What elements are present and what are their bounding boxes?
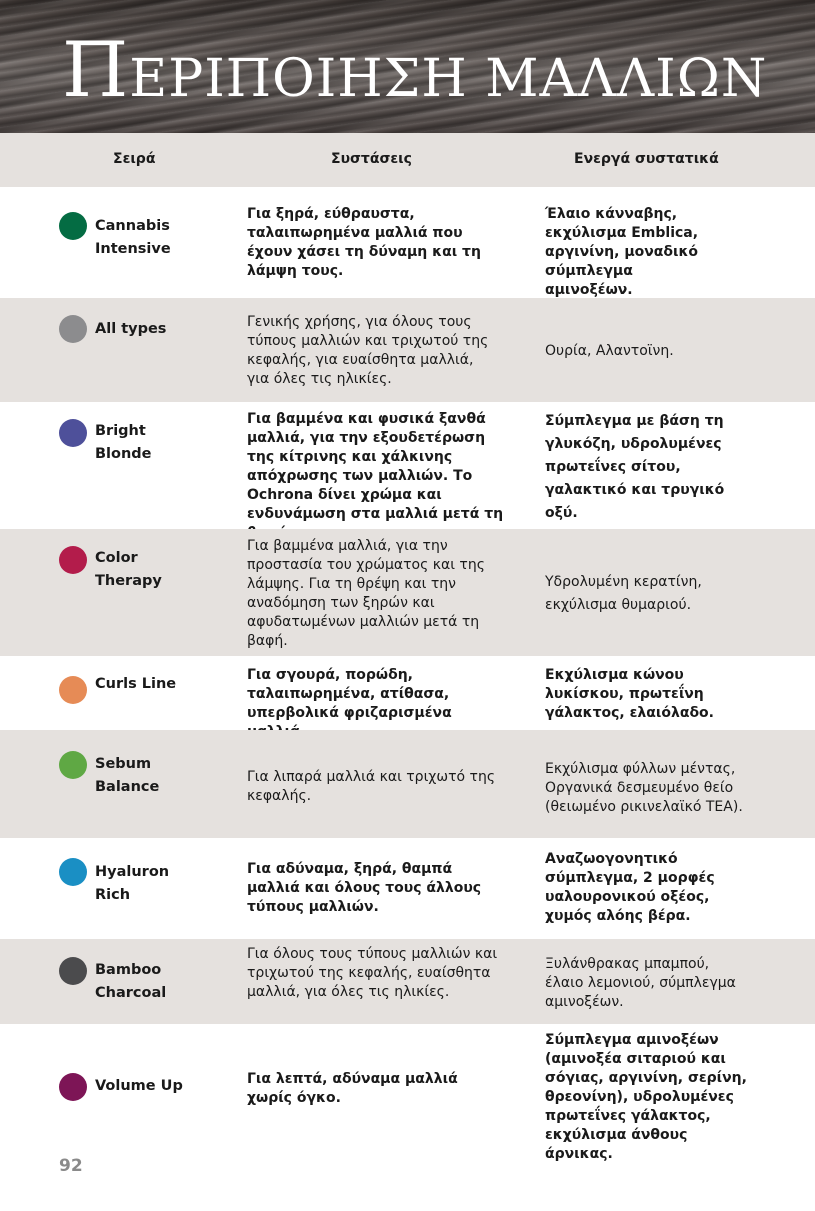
title-rest: ΕΡΙΠΟΙΗΣΗ ΜΑΛΛΙΩΝ <box>129 49 768 109</box>
ingredients-text: Αναζωογονητικό σύμπλεγμα, 2 μορφές υαλουρονικού οξέος, χυμός αλόης βέρα. <box>545 851 715 924</box>
recommendation-text: Για λιπαρά μαλλιά και τριχωτό της κεφαλής. <box>247 769 496 804</box>
table-row <box>0 298 815 402</box>
recommendation-text: Για λεπτά, αδύναμα μαλλιά χωρίς όγκο. <box>247 1071 458 1106</box>
table-row <box>0 838 815 939</box>
series-name: Sebum Balance <box>95 756 160 795</box>
recommendation-text: Για ξηρά, εύθραυστα, ταλαιπωρημένα μαλλιά που έχουν χάσει τη δύναμη και τη λάμψη τους. <box>247 206 481 279</box>
ingredients-text: Εκχύλισμα φύλλων μέντας, Οργανικά δεσμευμένο θείο (θειωμένο ρικινελαϊκό TEA). <box>545 761 743 815</box>
series-color-dot <box>59 419 87 447</box>
ingredients-text: Υδρολυμένη κερατίνη, εκχύλισμα θυμαριού. <box>545 574 702 613</box>
series-color-dot <box>59 1073 87 1101</box>
recommendation-text: Για όλους τους τύπους μαλλιών και τριχωτού της κεφαλής, ευαίσθητα μαλλιά, για όλες τις ηλικίες. <box>247 946 498 1000</box>
ingredients-text: Εκχύλισμα κώνου λυκίσκου, πρωτεΐνη γάλακτος, ελαιόλαδο. <box>545 667 714 721</box>
ingredients-text: Ουρία, Αλαντοϊνη. <box>545 343 674 359</box>
table-row <box>0 656 815 730</box>
series-name: Cannabis Intensive <box>95 218 171 257</box>
table-row <box>0 939 815 1024</box>
ingredients-text: Σύμπλεγμα αμινοξέων (αμινοξέα σιταριού και σόγιας, αργινίνη, σερίνη, θρεονίνη), υδρολυμένες πρωτεΐνες γάλακτος, εκχύλισμα άνθους άρνικας. <box>545 1032 747 1162</box>
recommendation-text: Για βαμμένα και φυσικά ξανθά μαλλιά, για την εξουδετέρωση της κίτρινης και χάλκινης απόχρωσης των μαλλιών. Το Ochrona δίνει χρώμα και ενδυνάμωση στα μαλλιά μετά τη <box>247 411 504 522</box>
table-row <box>0 730 815 838</box>
series-name: Volume Up <box>95 1078 183 1094</box>
series-name: Hyaluron Rich <box>95 864 170 903</box>
recommendation-text: Για σγουρά, πορώδη, ταλαιπωρημένα, ατίθασα, υπερβολικά φριζαρισμένα <box>247 667 452 721</box>
series-color-dot <box>59 546 87 574</box>
series-color-dot <box>59 957 87 985</box>
series-name: Curls Line <box>95 676 177 692</box>
series-color-dot <box>59 751 87 779</box>
series-name: Bright Blonde <box>95 423 152 462</box>
series-name: Color Therapy <box>95 550 162 589</box>
table-row <box>0 402 815 529</box>
table-row <box>0 1024 815 1162</box>
table-row <box>0 529 815 656</box>
series-color-dot <box>59 212 87 240</box>
table-header <box>0 133 815 187</box>
ingredients-text: Ξυλάνθρακας μπαμπού, έλαιο λεμονιού, σύμπλεγμα αμινοξέων. <box>545 956 736 1010</box>
recommendation-text: Για αδύναμα, ξηρά, θαμπά μαλλιά και όλους τους άλλους τύπους μαλλιών. <box>247 861 482 915</box>
series-color-dot <box>59 315 87 343</box>
page-number: 92 <box>59 1156 83 1176</box>
series-name: All types <box>95 321 167 337</box>
hair-banner <box>0 0 815 133</box>
recommendation-text: Γενικής χρήσης, για όλους τους τύπους μαλλιών και τριχωτού της κεφαλής, για ευαίσθητα μαλλιά, για όλες τις ηλικίες. <box>247 314 489 387</box>
series-color-dot <box>59 858 87 886</box>
header-recommendations: Συστάσεις <box>331 151 412 167</box>
recommendation-text: Για βαμμένα μαλλιά, για την προστασία του χρώματος και της λάμψης. Για τη θρέψη και την αναδόμηση των ξηρών και αφυδατωμένων μαλλιών μετά τη βαφή. <box>247 538 485 649</box>
ingredients-text: Έλαιο κάνναβης, εκχύλισμα Emblica, αργινίνη, μοναδικό σύμπλεγμα αμινοξέων. <box>545 206 699 298</box>
header-active-ingredients: Ενεργά συστατικά <box>574 151 719 167</box>
title-initial: Π <box>62 25 130 114</box>
page-title <box>62 25 768 119</box>
table-row <box>0 187 815 298</box>
ingredients-text: Σύμπλεγμα με βάση τη γλυκόζη, υδρολυμένες πρωτεΐνες σίτου, γαλακτικό και τρυγικό οξύ. <box>545 413 725 521</box>
series-name: Bamboo Charcoal <box>95 962 167 1001</box>
header-series: Σειρά <box>113 151 156 167</box>
series-color-dot <box>59 676 87 704</box>
